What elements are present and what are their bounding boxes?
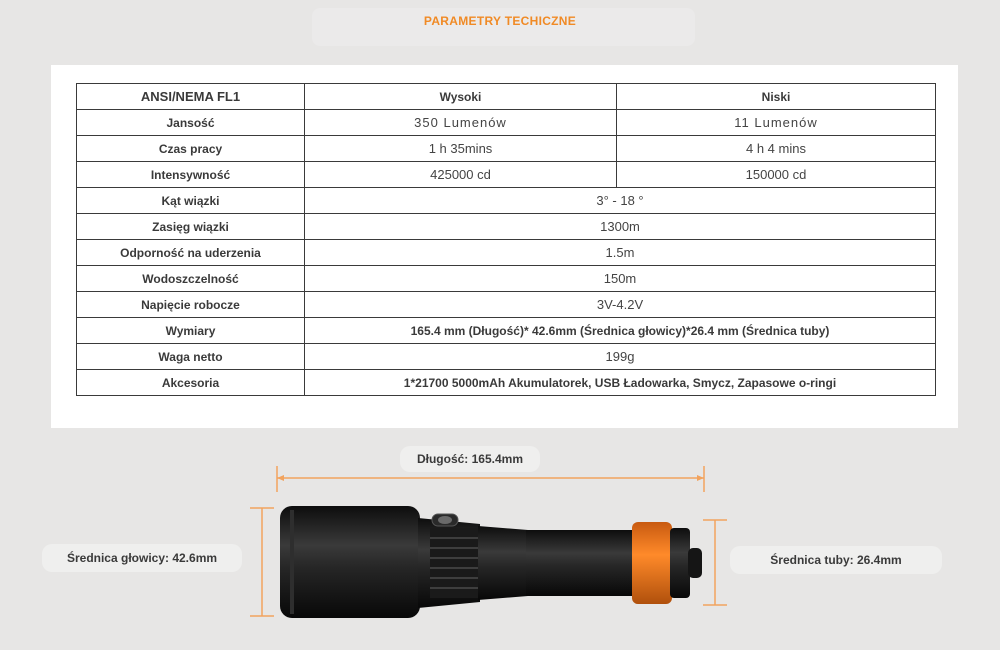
row-value-high: 350 Lumenów — [305, 110, 617, 136]
page-title: PARAMETRY TECHICZNE — [423, 14, 577, 28]
row-label: Intensywność — [77, 162, 305, 188]
row-label: Odporność na uderzenia — [77, 240, 305, 266]
tube-diameter-line — [703, 520, 727, 605]
row-value-high: 1 h 35mins — [305, 136, 617, 162]
length-label: Długość: 165.4mm — [400, 446, 540, 472]
row-value: 165.4 mm (Długość)* 42.6mm (Średnica głowicy)*26.4 mm (Średnica tuby) — [305, 318, 936, 344]
table-row — [77, 110, 936, 136]
table-header-row — [77, 84, 936, 110]
header-cell-standard: ANSI/NEMA FL1 — [77, 84, 305, 110]
head-diameter-line — [250, 508, 274, 616]
row-value: 1.5m — [305, 240, 936, 266]
row-value: 150m — [305, 266, 936, 292]
row-value-low: 11 Lumenów — [617, 110, 936, 136]
row-label: Akcesoria — [77, 370, 305, 396]
spec-table — [76, 83, 936, 396]
head-diameter-label: Średnica głowicy: 42.6mm — [42, 544, 242, 572]
row-value-low: 4 h 4 mins — [617, 136, 936, 162]
spec-table-card — [51, 65, 958, 428]
row-label: Czas pracy — [77, 136, 305, 162]
row-value-low: 150000 cd — [617, 162, 936, 188]
tube-diameter-label: Średnica tuby: 26.4mm — [730, 546, 942, 574]
header-cell-high: Wysoki — [305, 84, 617, 110]
table-row — [77, 370, 936, 396]
row-label: Jansość — [77, 110, 305, 136]
row-label: Kąt wiązki — [77, 188, 305, 214]
row-value: 3° - 18 ° — [305, 188, 936, 214]
length-dimension-line — [277, 466, 704, 492]
row-label: Wymiary — [77, 318, 305, 344]
flashlight-image — [280, 506, 702, 618]
table-row — [77, 162, 936, 188]
table-row — [77, 318, 936, 344]
row-label: Waga netto — [77, 344, 305, 370]
header-cell-low: Niski — [617, 84, 936, 110]
row-label: Napięcie robocze — [77, 292, 305, 318]
row-value: 3V-4.2V — [305, 292, 936, 318]
table-row — [77, 136, 936, 162]
table-row — [77, 188, 936, 214]
row-value: 199g — [305, 344, 936, 370]
flashlight-diagram — [0, 430, 1000, 650]
row-value-high: 425000 cd — [305, 162, 617, 188]
table-row — [77, 266, 936, 292]
table-row — [77, 240, 936, 266]
row-label: Zasięg wiązki — [77, 214, 305, 240]
row-value: 1*21700 5000mAh Akumulatorek, USB Ładowarka, Smycz, Zapasowe o-ringi — [305, 370, 936, 396]
table-row — [77, 292, 936, 318]
row-value: 1300m — [305, 214, 936, 240]
table-row — [77, 344, 936, 370]
table-row — [77, 214, 936, 240]
row-label: Wodoszczelność — [77, 266, 305, 292]
